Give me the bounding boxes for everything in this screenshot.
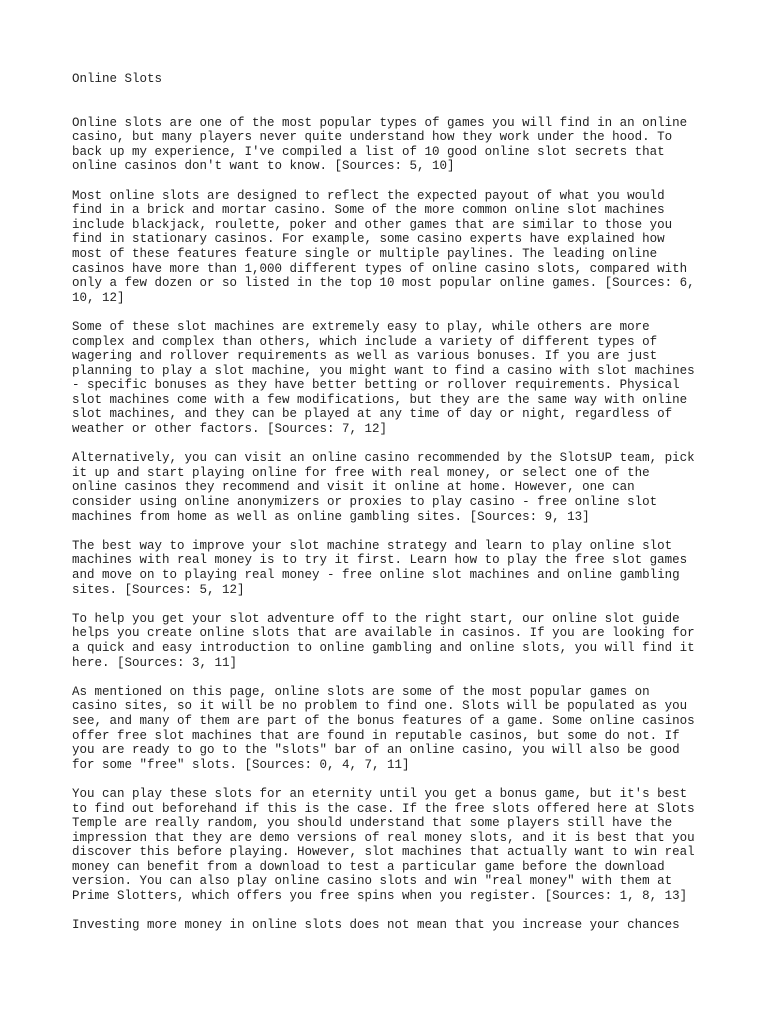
paragraph: As mentioned on this page, online slots are some of the most popular games on casino sites, so it will be no problem to find one. Slots will be populated as you see, and many of them are part of the bonus features of a game. Some online casinos offer free slot machines that are found in reputable casinos, but some do not. If you are ready to go to the "slots" bar of an online casino, you will also be good for some "free" slots. [Sources: 0, 4, 7, 11]	[72, 684, 695, 772]
document-title: Online Slots	[72, 72, 163, 86]
paragraph: To help you get your slot adventure off to the right start, our online slot guide helps you create online slots that are available in casinos. If you are looking for a quick and easy introduction to online gambling and online slots, you will find it here. [Sources: 3, 11]	[72, 611, 695, 670]
paragraph: Alternatively, you can visit an online casino recommended by the SlotsUP team, pick it up and start playing online for free with real money, or select one of the online casinos they recommend and visit it online at home. However, one can consider using online anonymizers or proxies to play casino - free online slot machines from home as well as online gambling sites. [Sources: 9, 13]	[72, 451, 695, 524]
paragraph: You can play these slots for an eternity until you get a bonus game, but it's best to find out beforehand if this is the case. If the free slots offered here at Slots Temple are really random, you should understand that some players still have the impression that they are demo versions of real money slots, and it is best that you discover this before playing. However, slot machines that actually want to win real money can benefit from a download to test a particular game before the download version. You can also play online casino slots and win "real money" with them at Prime Slotters, which offers you free spins when you register. [Sources: 1, 8, 13]	[72, 786, 695, 904]
paragraph: Some of these slot machines are extremely easy to play, while others are more complex and complex than others, which include a variety of different types of wagering and rollover requirements as well as various bonuses. If you are just planning to play a slot machine, you might want to find a casino with slot machines - specific bonuses as they have better betting or rollover requirements. Physical slot machines come with a few modifications, but they are the same way with online slot machines, and they can be played at any time of day or night, regardless of weather or other factors. [Sources: 7, 12]	[72, 319, 695, 437]
paragraph: The best way to improve your slot machine strategy and learn to play online slot machines with real money is to try it first. Learn how to play the free slot games and move on to playing real money - free online slot machines and online gambling sites. [Sources: 5, 12]	[72, 538, 688, 597]
document-page	[72, 72, 712, 947]
paragraph: Online slots are one of the most popular types of games you will find in an online casino, but many players never quite understand how they work under the hood. To back up my experience, I've compiled a list of 10 good online slot secrets that online casinos don't want to know. [Sources: 5, 10]	[72, 115, 688, 174]
paragraph: Investing more money in online slots does not mean that you increase your chances	[72, 918, 680, 933]
paragraph: Most online slots are designed to reflect the expected payout of what you would find in a brick and mortar casino. Some of the more common online slot machines include blackjack, roulette, poker and other games that are similar to those you find in stationary casinos. For example, some casino experts have explained how most of these features feature single or multiple paylines. The leading online casinos have more than 1,000 different types of online casino slots, compared with only a few dozen or so listed in the top 10 most popular online games. [Sources: 6, 10, 12]	[72, 188, 695, 305]
